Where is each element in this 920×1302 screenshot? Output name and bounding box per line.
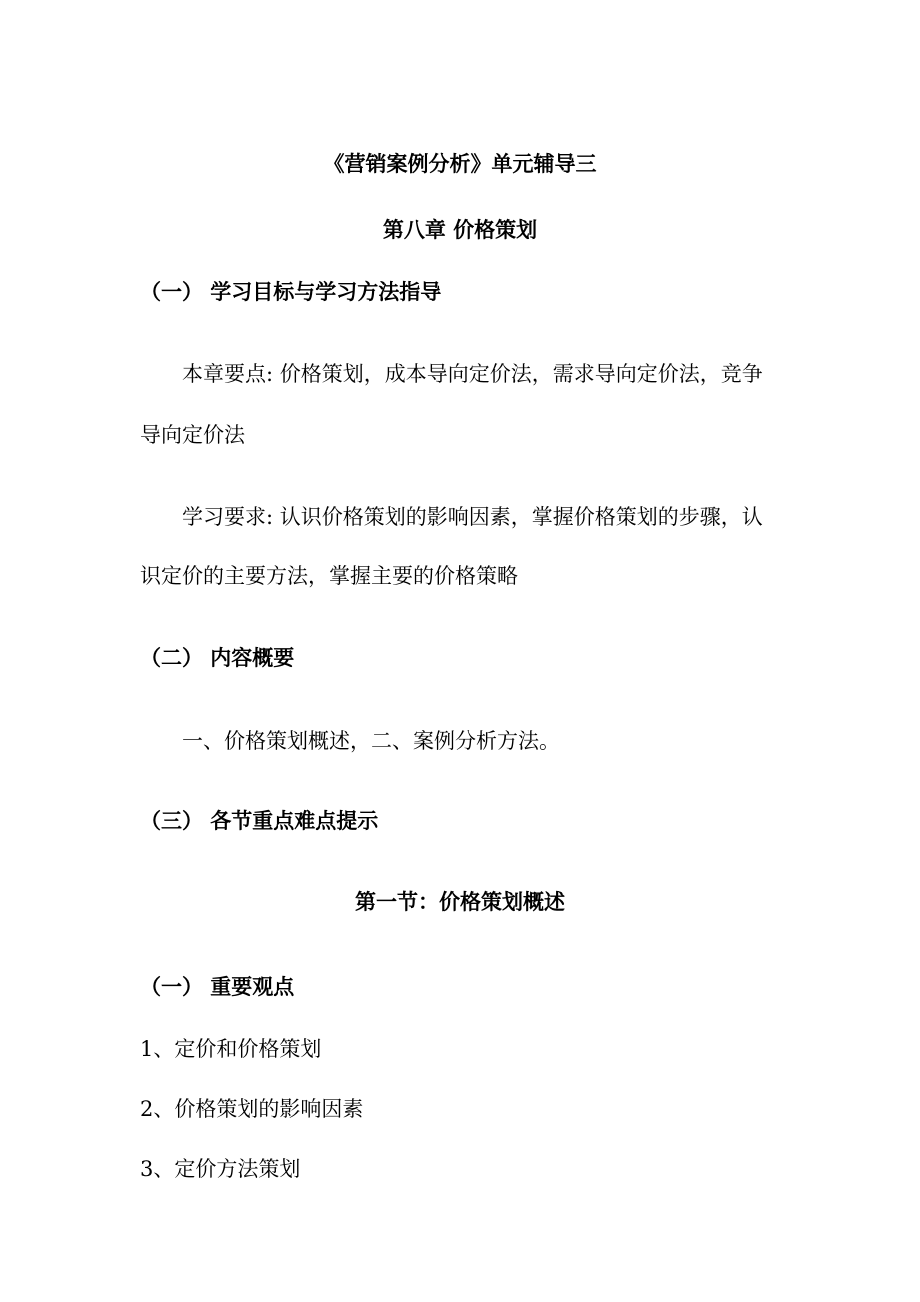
section-heading-summary: （二） 内容概要 xyxy=(140,646,295,670)
requirements-line-2: 识定价的主要方法，掌握主要的价格策略 xyxy=(140,564,518,588)
section-heading-key-difficulties: （三） 各节重点难点提示 xyxy=(140,809,379,833)
requirements-line-1: 学习要求: 认识价格策划的影响因素，掌握价格策划的步骤，认 xyxy=(182,505,763,529)
document-title: 《营销案例分析》单元辅导三 xyxy=(323,152,597,176)
key-points-line-2: 导向定价法 xyxy=(140,423,245,447)
list-item: 3、定价方法策划 xyxy=(140,1157,301,1181)
section-heading-objectives: （一） 学习目标与学习方法指导 xyxy=(140,280,442,304)
subsection-title: 第一节：价格策划概述 xyxy=(355,890,565,914)
key-points-line-1: 本章要点: 价格策划，成本导向定价法，需求导向定价法，竞争 xyxy=(182,362,763,386)
list-item: 1、定价和价格策划 xyxy=(140,1037,322,1061)
list-item: 2、价格策划的影响因素 xyxy=(140,1097,364,1121)
summary-paragraph: 一、价格策划概述，二、案例分析方法。 xyxy=(182,729,560,753)
subsection-heading-key-points: （一） 重要观点 xyxy=(140,975,295,999)
chapter-title: 第八章 价格策划 xyxy=(382,218,538,242)
